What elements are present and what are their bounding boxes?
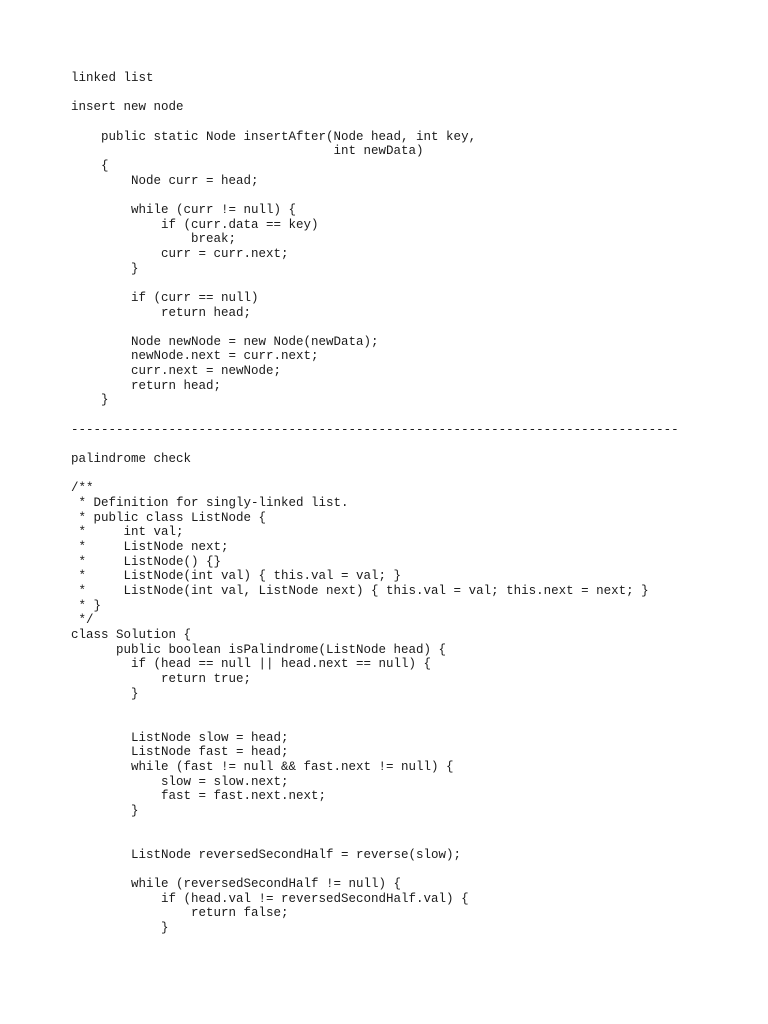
code-text [71, 71, 761, 936]
code-line: /** [71, 481, 94, 496]
code-line: * } [71, 598, 102, 613]
code-line: int newData) [71, 144, 424, 159]
code-line: slow = slow.next; [71, 774, 289, 789]
code-line: Node curr = head; [71, 173, 259, 188]
code-line: if (curr.data == key) [71, 217, 319, 232]
code-line: curr = curr.next; [71, 246, 289, 261]
code-line: ListNode fast = head; [71, 745, 289, 760]
code-line: * ListNode next; [71, 540, 229, 554]
code-line: if (curr == null) [71, 290, 259, 305]
code-line: --------------------------------------------------------------------------------- [71, 422, 679, 437]
code-line: return head; [71, 305, 252, 320]
code-line: ListNode slow = head; [71, 730, 289, 745]
code-line: } [71, 686, 139, 701]
code-line: curr.next = newNode; [71, 364, 282, 379]
document-page [71, 71, 761, 936]
code-line: break; [71, 232, 237, 247]
code-line: newNode.next = curr.next; [71, 349, 319, 364]
code-line: public boolean isPalindrome(ListNode head) { [71, 642, 447, 657]
code-line: fast = fast.next.next; [71, 789, 327, 804]
code-line: Node newNode = new Node(newData); [71, 334, 379, 349]
code-line: palindrome check [71, 452, 192, 467]
code-line: linked list [71, 71, 154, 85]
code-line: insert new node [71, 100, 184, 115]
code-line: { [71, 158, 109, 173]
code-line: * ListNode(int val, ListNode next) { this.val = val; this.next = next; } [71, 583, 649, 598]
code-line: * ListNode() {} [71, 554, 222, 569]
code-line: } [71, 393, 109, 408]
code-line: while (curr != null) { [71, 202, 297, 217]
code-line: * int val; [71, 525, 184, 540]
code-line: while (reversedSecondHalf != null) { [71, 877, 402, 892]
code-line: } [71, 921, 169, 936]
code-line: * public class ListNode { [71, 510, 267, 525]
code-line: } [71, 261, 139, 276]
code-line: return false; [71, 906, 289, 921]
code-line: * Definition for singly-linked list. [71, 496, 349, 511]
code-line: return true; [71, 671, 252, 686]
code-line: while (fast != null && fast.next != null) { [71, 759, 454, 774]
code-line: */ [71, 613, 94, 628]
code-line: * ListNode(int val) { this.val = val; } [71, 569, 402, 584]
code-line: if (head.val != reversedSecondHalf.val) { [71, 891, 469, 906]
code-line: ListNode reversedSecondHalf = reverse(slow); [71, 847, 462, 862]
code-line: return head; [71, 378, 222, 393]
code-line: class Solution { [71, 627, 192, 642]
code-line: } [71, 803, 139, 818]
code-line: if (head == null || head.next == null) { [71, 657, 432, 672]
code-line: public static Node insertAfter(Node head, int key, [71, 129, 477, 144]
